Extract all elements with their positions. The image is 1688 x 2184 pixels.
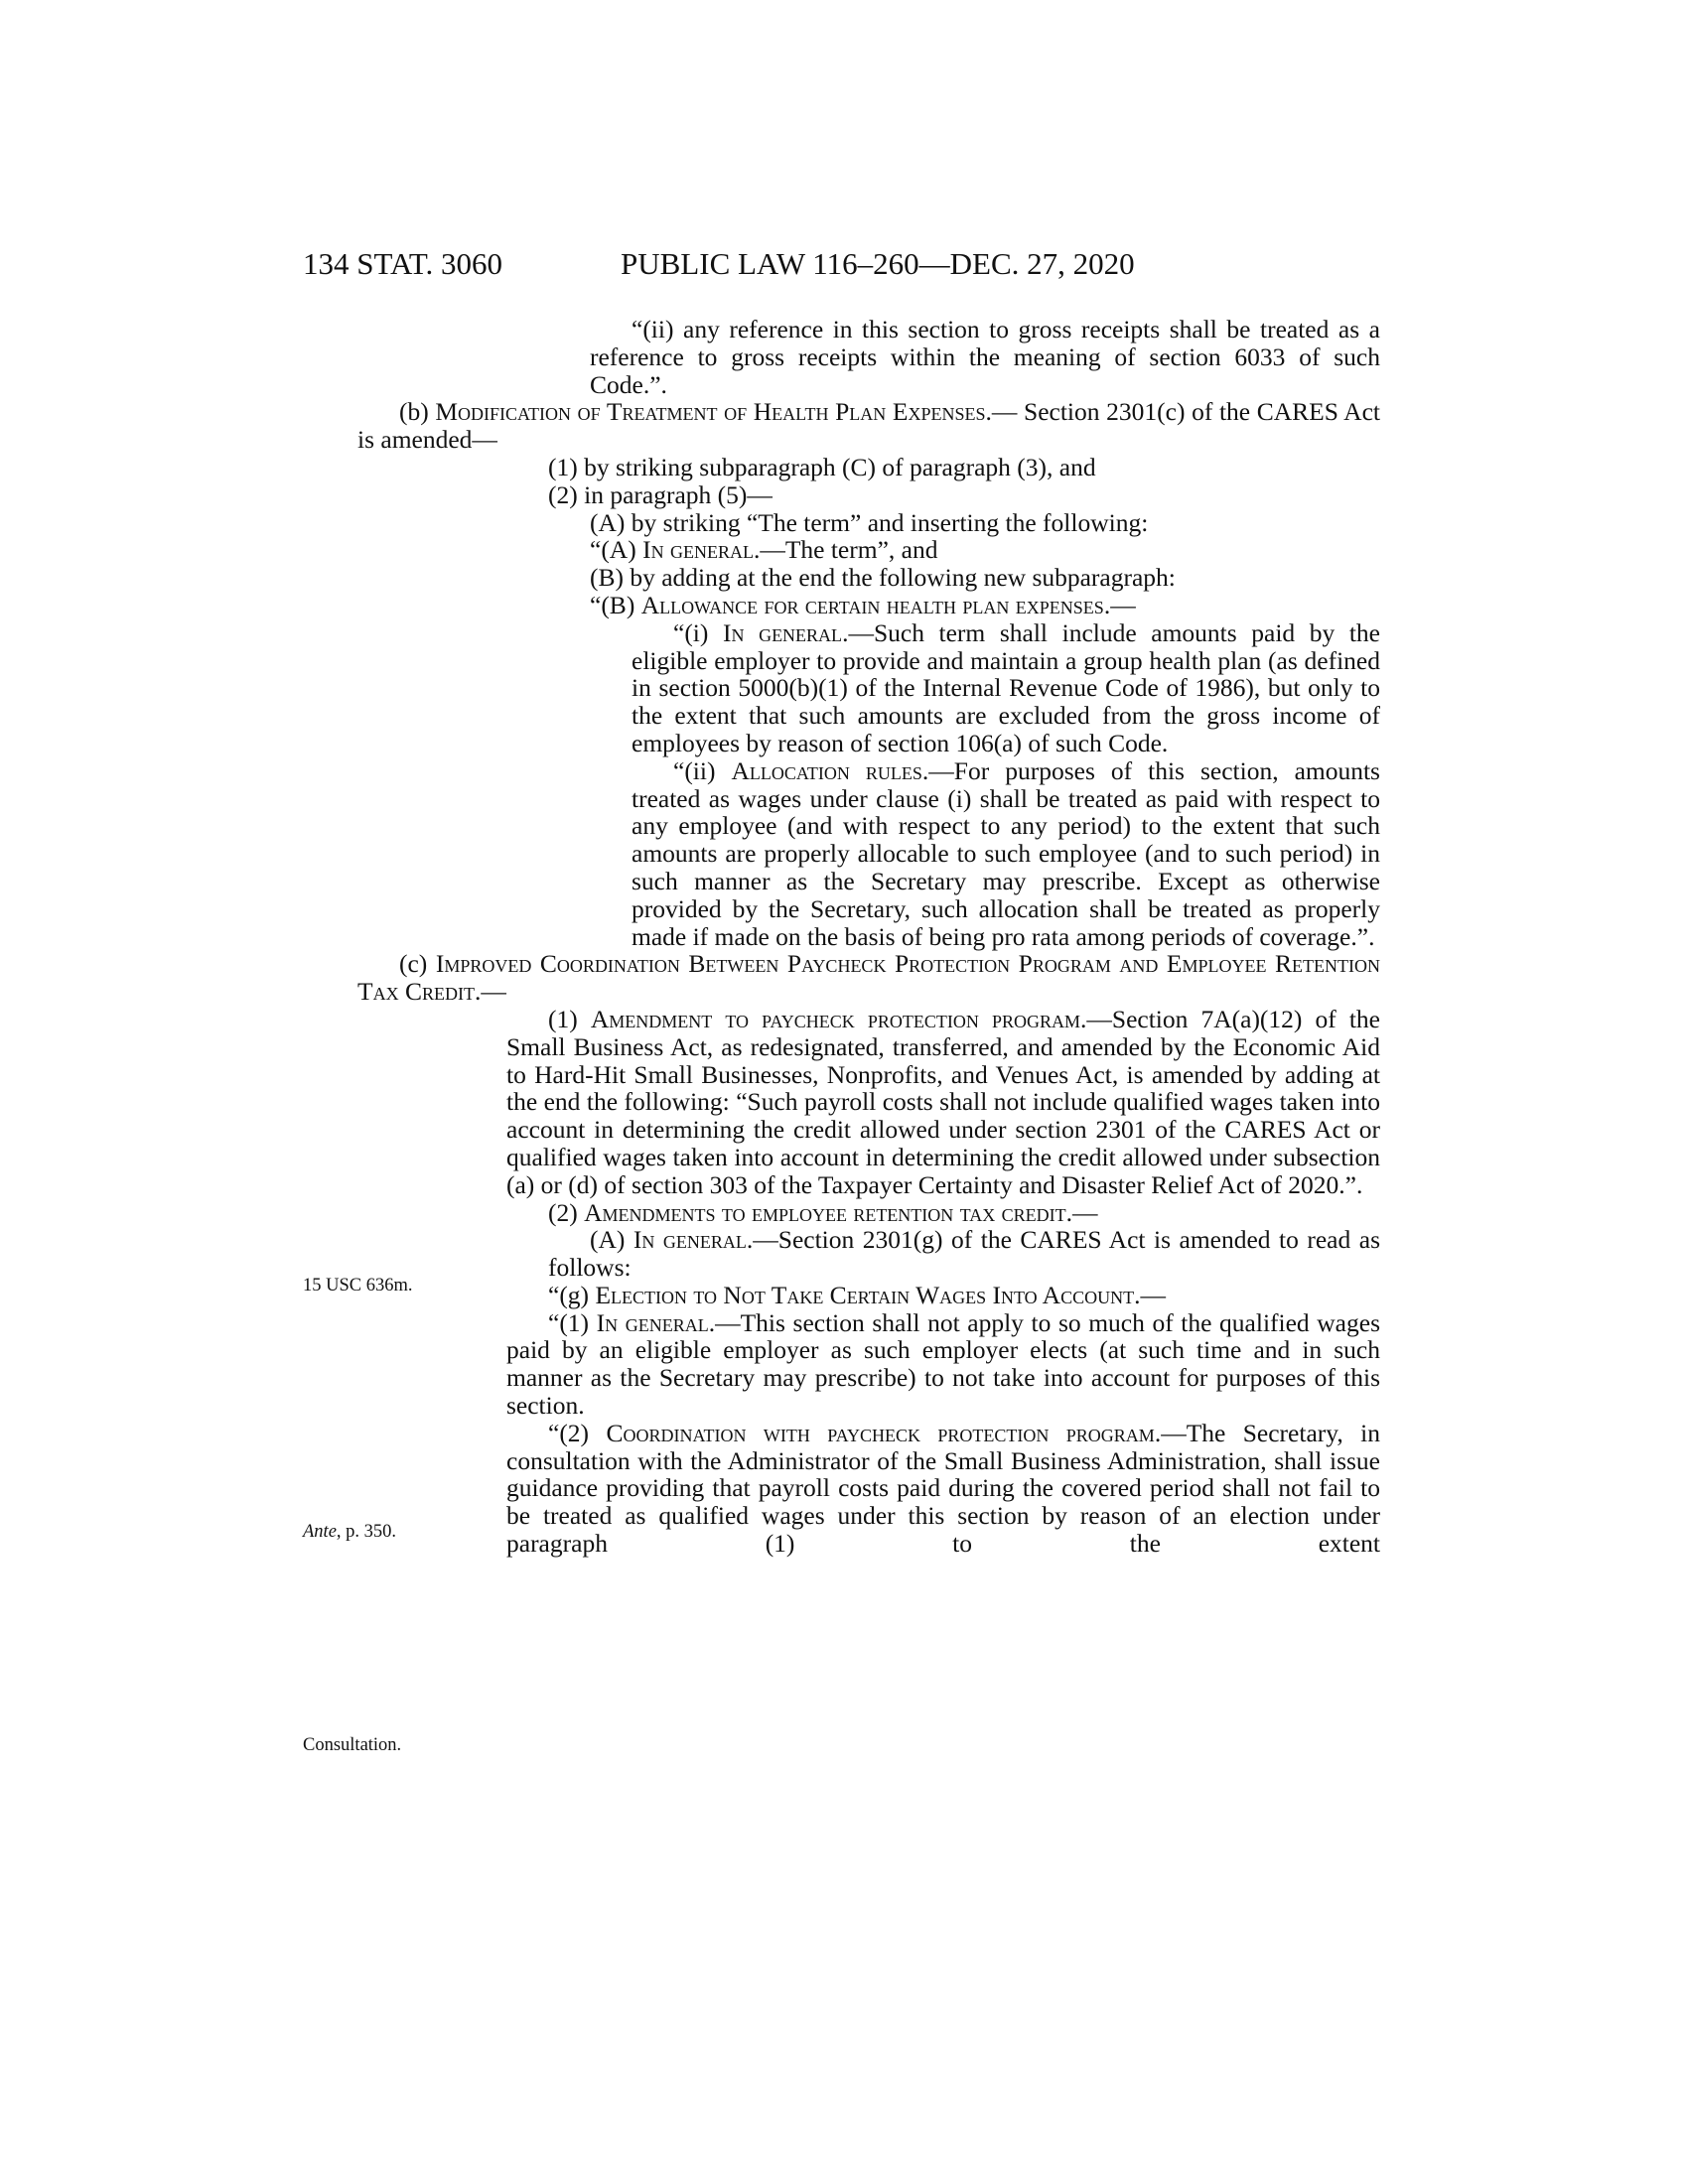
- subparagraph-b-2-b: (B) by adding at the end the following new subparagraph:: [590, 563, 1176, 593]
- paragraph-c-1: (1) Amendment to paycheck protection program.—Section 7A(a)(12) of the Small Business Act, as redesignated, transferred, and amended by the Economic Aid to Hard-Hit Small Businesses, Nonprofits, and Venues Act, is amended by adding at the end the following: “Such payroll costs shall not include qualified wages taken into account in determining the credit allowed under section 2301 of the CARES Act or qualified wages taken into account in determining the credit allowed under subsection (a) or (d) of section 303 of the Taxpayer Certainty and Disaster Relief Act of 2020.”.: [506, 1004, 1380, 1199]
- margin-note-ante: [303, 1519, 501, 1545]
- subparagraph-inserted-a: “(A) In general.—The term”, and: [590, 535, 938, 565]
- stat-page-number: 134 STAT. 3060: [303, 246, 503, 281]
- margin-note-consultation: Consultation.: [303, 1735, 402, 1755]
- clause-i-in-general: “(i) In general.—Such term shall include amounts paid by the eligible employer to provide and maintain a group health plan (as defined in section 5000(b)(1) of the Internal Revenue Code of 1986), but only to the extent that such amounts are excluded from the gross income of employees by reason of section 106(a) of such Code.: [632, 617, 1380, 757]
- running-header: [303, 244, 1221, 284]
- subparagraph-b-2-a: (A) by striking “The term” and inserting the following:: [590, 507, 1149, 537]
- ante-page: , p. 350.: [336, 1522, 397, 1542]
- clause-ii-gross-receipts: “(ii) any reference in this section to gross receipts shall be treated as a reference to gross receipts within the meaning of section 6033 of such Code.”.: [590, 315, 1380, 399]
- subparagraph-c-2-a: (A) In general.—Section 2301(g) of the CARES Act is amended to read as follows:: [548, 1225, 1380, 1283]
- public-law-title: PUBLIC LAW 116–260—DEC. 27, 2020: [621, 246, 1135, 281]
- margin-note-usc: 15 USC 636m.: [303, 1276, 413, 1296]
- subsection-c: (c) Improved Coordination Between Paycheck Protection Program and Employee Retention Tax Credit.—: [357, 949, 1380, 1007]
- subsection-b: (b) Modification of Treatment of Health Plan Expenses.— Section 2301(c) of the CARES Act is amended—: [357, 397, 1380, 455]
- paragraph-g-1: “(1) In general.—This section shall not apply to so much of the qualified wages paid by an eligible employer as such employer elects (at such time and in such manner as the Secretary may prescribe) to not take into account for purposes of this section.: [506, 1307, 1380, 1421]
- ante-italic: Ante: [303, 1522, 337, 1542]
- paragraph-g-2: “(2) Coordination with paycheck protection program.—The Secretary, in consultation with the Administrator of the Small Business Administration, shall issue guidance providing that payroll costs paid during the covered period shall not fail to be treated as qualified wages under this section by reason of an election under paragraph (1) to the extent: [506, 1418, 1380, 1559]
- subsection-g-election: “(g) Election to Not Take Certain Wages Into Account.—: [548, 1280, 1166, 1309]
- paragraph-c-2: (2) Amendments to employee retention tax credit.—: [548, 1197, 1098, 1227]
- paragraph-b-1: (1) by striking subparagraph (C) of paragraph (3), and: [548, 452, 1096, 481]
- clause-ii-allocation-rules: “(ii) Allocation rules.—For purposes of this section, amounts treated as wages under clause (i) shall be treated as paid with respect to any employee (and with respect to any period) to the extent that such amounts are properly allocable to such employee (and to such period) in such manner as the Secretary may prescribe. Except as otherwise provided by the Secretary, such allocation shall be treated as properly made if made on the basis of being pro rata among periods of coverage.”.: [632, 755, 1380, 951]
- subparagraph-allowance-b: “(B) Allowance for certain health plan expenses.—: [590, 590, 1136, 619]
- paragraph-b-2: (2) in paragraph (5)—: [548, 479, 773, 509]
